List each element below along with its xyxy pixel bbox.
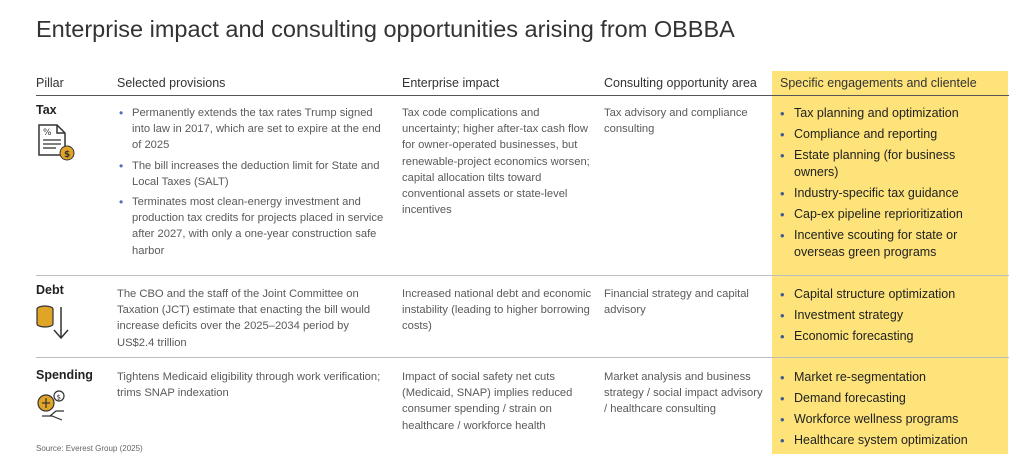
list-item: • Incentive scouting for state or overseas green programs [780,227,995,261]
source-note: Source: Everest Group (2025) [36,444,143,453]
tax-opportunity: Tax advisory and compliance consulting [604,107,748,136]
tax-engagements [780,105,995,265]
tax-impact: Tax code complications and uncertainty; higher after-tax cash flow for owner-operated businesses, but renewable-project economics worsen; capital allocation tilts toward conventional assets or state-level incentives [402,107,590,217]
list-item: • Economic forecasting [780,328,995,345]
page-title: Enterprise impact and consulting opportunities arising from OBBBA [36,16,735,42]
spending-coins-icon [36,386,74,429]
header-opportunity: Consulting opportunity area [604,76,757,90]
pillar-spending-label: Spending [36,368,93,382]
pillar-debt-label: Debt [36,283,64,297]
svg-text:$: $ [64,150,71,160]
spending-engagements [780,369,995,453]
header-pillar: Pillar [36,76,64,90]
row-divider [36,275,1009,276]
debt-opportunity: Financial strategy and capital advisory [604,288,749,317]
list-item: • Permanently extends the tax rates Trump signed into law in 2017, which are set to expire at the end of 2025 [117,105,389,154]
list-item: • The bill increases the deduction limit for State and Local Taxes (SALT) [117,158,389,190]
list-item: • Capital structure optimization [780,286,995,303]
list-item: • Demand forecasting [780,390,995,407]
list-item: • Healthcare system optimization [780,432,995,449]
pillar-tax-label: Tax [36,103,57,117]
row-divider [36,357,1009,358]
list-item: • Tax planning and optimization [780,105,995,122]
debt-provisions: The CBO and the staff of the Joint Committee on Taxation (JCT) estimate that enacting the bill would increase deficits over the 2025–2034 period by US$2.4 trillion [117,288,371,349]
spending-impact: Impact of social safety net cuts (Medicaid, SNAP) implies reduced consumer spending / strain on healthcare / workforce health [402,371,573,432]
header-impact: Enterprise impact [402,76,500,90]
debt-engagements [780,286,995,349]
debt-impact: Increased national debt and economic instability (leading to higher borrowing costs) [402,288,592,333]
spending-opportunity: Market analysis and business strategy / social impact advisory / healthcare consulting [604,371,763,416]
list-item: • Terminates most clean-energy investment and production tax credits for projects placed in service after 2027, with only a one-year construction safe harbor [117,194,389,259]
svg-text:$: $ [56,393,61,402]
coin-stack-down-arrow-icon [34,301,74,350]
header-provisions: Selected provisions [117,76,226,90]
tax-provisions [117,105,389,263]
header-divider [36,95,1009,96]
list-item: • Compliance and reporting [780,126,995,143]
list-item: • Investment strategy [780,307,995,324]
list-item: • Estate planning (for business owners) [780,147,995,181]
tax-document-icon [36,122,78,169]
list-item: • Cap-ex pipeline reprioritization [780,206,995,223]
header-engagements: Specific engagements and clientele [780,76,977,90]
svg-text:%: % [43,128,52,138]
list-item: • Market re-segmentation [780,369,995,386]
spending-provisions: Tightens Medicaid eligibility through work verification; trims SNAP indexation [117,371,381,400]
list-item: • Workforce wellness programs [780,411,995,428]
list-item: • Industry-specific tax guidance [780,185,995,202]
